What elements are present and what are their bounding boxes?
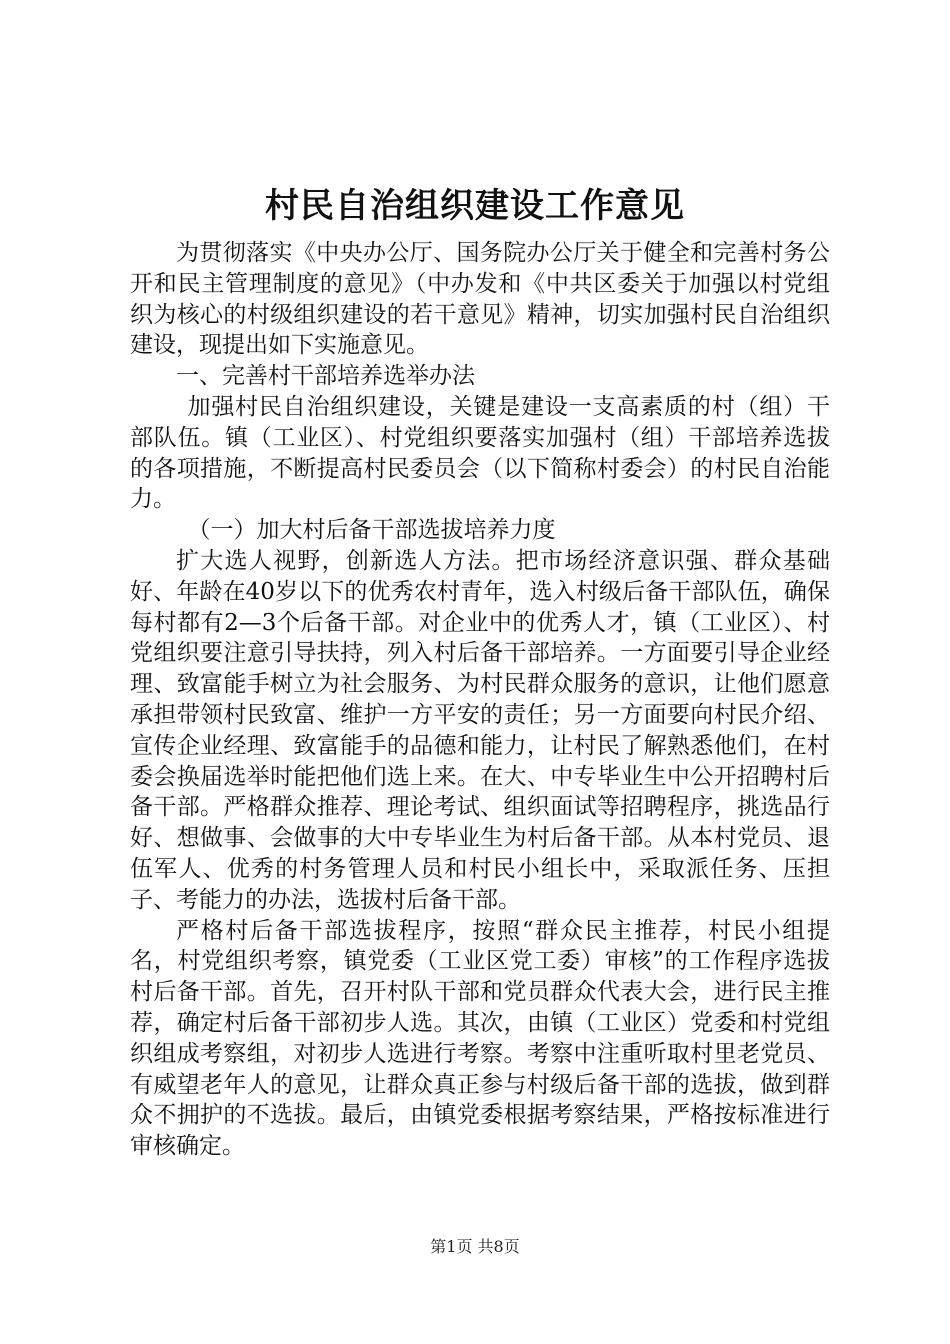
section-1-paragraph: 加强村民自治组织建设，关键是建设一支高素质的村（组）干部队伍。镇（工业区）、村党组织要落实加强村（组）干部培养选拔的各项措施，不断提高村民委员会（以下简称村委会）的村民自治能力。 (130, 393, 830, 513)
document-title: 村民自治组织建设工作意见 (265, 186, 685, 226)
section-heading-1: 一、完善村干部培养选举办法 (176, 363, 475, 390)
document-body (130, 238, 830, 1162)
subsection-1-paragraph-2: 严格村后备干部选拔程序，按照“群众民主推荐，村民小组提名，村党组织考察，镇党委（工业区党工委）审核”的工作程序选拔村后备干部。首先，召开村队干部和党员群众代表大会，进行民主推荐，确定村后备干部初步人选。其次，由镇（工业区）党委和村党组织组成考察组，对初步人选进行考察。考察中注重听取村里老党员、有威望老年人的意见，让群众真正参与村级后备干部的选拔，做到群众不拥护的不选拔。最后，由镇党委根据考察结果，严格按标准进行审核确定。 (130, 917, 830, 1160)
subsection-1-paragraph-1: 扩大选人视野，创新选人方法。把市场经济意识强、群众基础好、年龄在40岁以下的优秀农村青年，选入村级后备干部队伍，确保每村都有2—3个后备干部。对企业中的优秀人才，镇（工业区）、村党组织要注意引导扶持，列入村后备干部培养。一方面要引导企业经理、致富能手树立为社会服务、为村民群众服务的意识，让他们愿意承担带领村民致富、维护一方平安的责任；另一方面要向村民介绍、宣传企业经理、致富能手的品德和能力，让村民了解熟悉他们，在村委会换届选举时能把他们选上来。在大、中专毕业生中公开招聘村后备干部。严格群众推荐、理论考试、组织面试等招聘程序，挑选品行好、想做事、会做事的大中专毕业生为村后备干部。从本村党员、退伍军人、优秀的村务管理人员和村民小组长中，采取派任务、压担子、考能力的办法，选拔村后备干部。 (130, 547, 830, 913)
intro-paragraph: 为贯彻落实《中央办公厅、国务院办公厅关于健全和完善村务公开和民主管理制度的意见》（中办发和《中共区委关于加强以村党组织为核心的村级组织建设的若干意见》精神，切实加强村民自治组织建设，现提出如下实施意见。 (130, 240, 830, 359)
page-footer: 第1页 共8页 (430, 1237, 520, 1256)
subsection-heading-1: （一）加大村后备干部选拔培养力度 (187, 517, 556, 544)
